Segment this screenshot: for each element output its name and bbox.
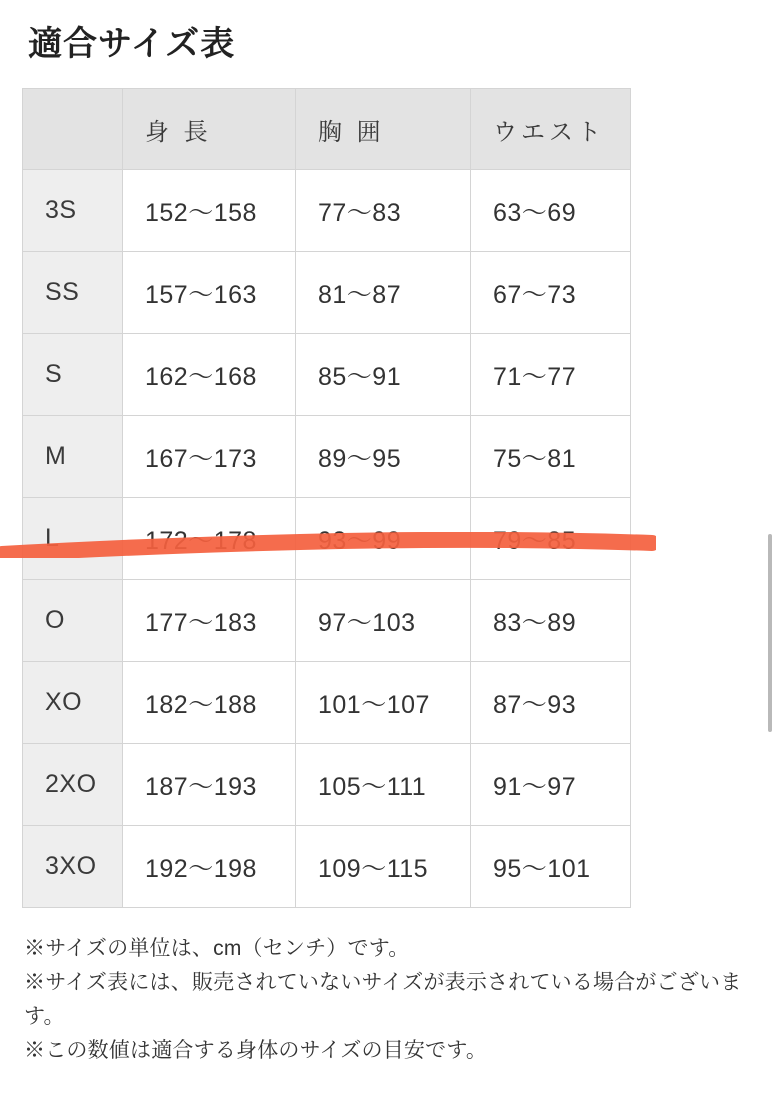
- table-row: [23, 416, 631, 498]
- cell-chest: 105〜111: [296, 744, 471, 826]
- table-header-row: [23, 89, 631, 170]
- cell-chest: 89〜95: [296, 416, 471, 498]
- note-guideline: ※この数値は適合する身体のサイズの目安です。: [24, 1039, 488, 1063]
- note-availability: ※サイズ表には、販売されていないサイズが表示されている場合がございます。: [24, 971, 742, 1029]
- cell-chest: 93〜99: [296, 498, 471, 580]
- cell-waist: 71〜77: [471, 334, 631, 416]
- table-row: [23, 580, 631, 662]
- table-row: [23, 252, 631, 334]
- table-body: [23, 170, 631, 908]
- cell-height: 177〜183: [123, 580, 296, 662]
- row-header-size: SS: [23, 252, 123, 334]
- cell-chest: 77〜83: [296, 170, 471, 252]
- cell-height: 157〜163: [123, 252, 296, 334]
- row-header-size: M: [23, 416, 123, 498]
- table-row: [23, 334, 631, 416]
- cell-waist: 83〜89: [471, 580, 631, 662]
- size-table-container: [22, 88, 753, 908]
- cell-waist: 87〜93: [471, 662, 631, 744]
- page-title: 適合サイズ表: [28, 25, 236, 63]
- table-row: [23, 826, 631, 908]
- row-header-size: 3XO: [23, 826, 123, 908]
- cell-height: 162〜168: [123, 334, 296, 416]
- row-header-size: L: [23, 498, 123, 580]
- table-row: [23, 662, 631, 744]
- row-header-size: S: [23, 334, 123, 416]
- size-table: [22, 88, 631, 908]
- cell-chest: 97〜103: [296, 580, 471, 662]
- cell-height: 192〜198: [123, 826, 296, 908]
- cell-chest: 85〜91: [296, 334, 471, 416]
- table-row: [23, 170, 631, 252]
- cell-height: 167〜173: [123, 416, 296, 498]
- row-header-size: 2XO: [23, 744, 123, 826]
- cell-waist: 91〜97: [471, 744, 631, 826]
- cell-chest: 101〜107: [296, 662, 471, 744]
- cell-waist: 67〜73: [471, 252, 631, 334]
- column-header-chest: 胸 囲: [296, 89, 471, 170]
- scrollbar-thumb[interactable]: [768, 534, 772, 732]
- cell-waist: 63〜69: [471, 170, 631, 252]
- row-header-size: XO: [23, 662, 123, 744]
- size-chart-page: [0, 22, 775, 1102]
- table-row: [23, 744, 631, 826]
- table-row: [23, 498, 631, 580]
- cell-waist: 95〜101: [471, 826, 631, 908]
- cell-waist: 79〜85: [471, 498, 631, 580]
- row-header-size: O: [23, 580, 123, 662]
- cell-height: 172〜178: [123, 498, 296, 580]
- notes-section: [22, 932, 753, 1068]
- column-header-size: [23, 89, 123, 170]
- table-header: [23, 89, 631, 170]
- cell-chest: 81〜87: [296, 252, 471, 334]
- row-header-size: 3S: [23, 170, 123, 252]
- column-header-height: 身 長: [123, 89, 296, 170]
- cell-chest: 109〜115: [296, 826, 471, 908]
- column-header-waist: ウエスト: [471, 89, 631, 170]
- cell-height: 187〜193: [123, 744, 296, 826]
- cell-waist: 75〜81: [471, 416, 631, 498]
- cell-height: 152〜158: [123, 170, 296, 252]
- note-unit: ※サイズの単位は、cm（センチ）です。: [24, 937, 410, 961]
- cell-height: 182〜188: [123, 662, 296, 744]
